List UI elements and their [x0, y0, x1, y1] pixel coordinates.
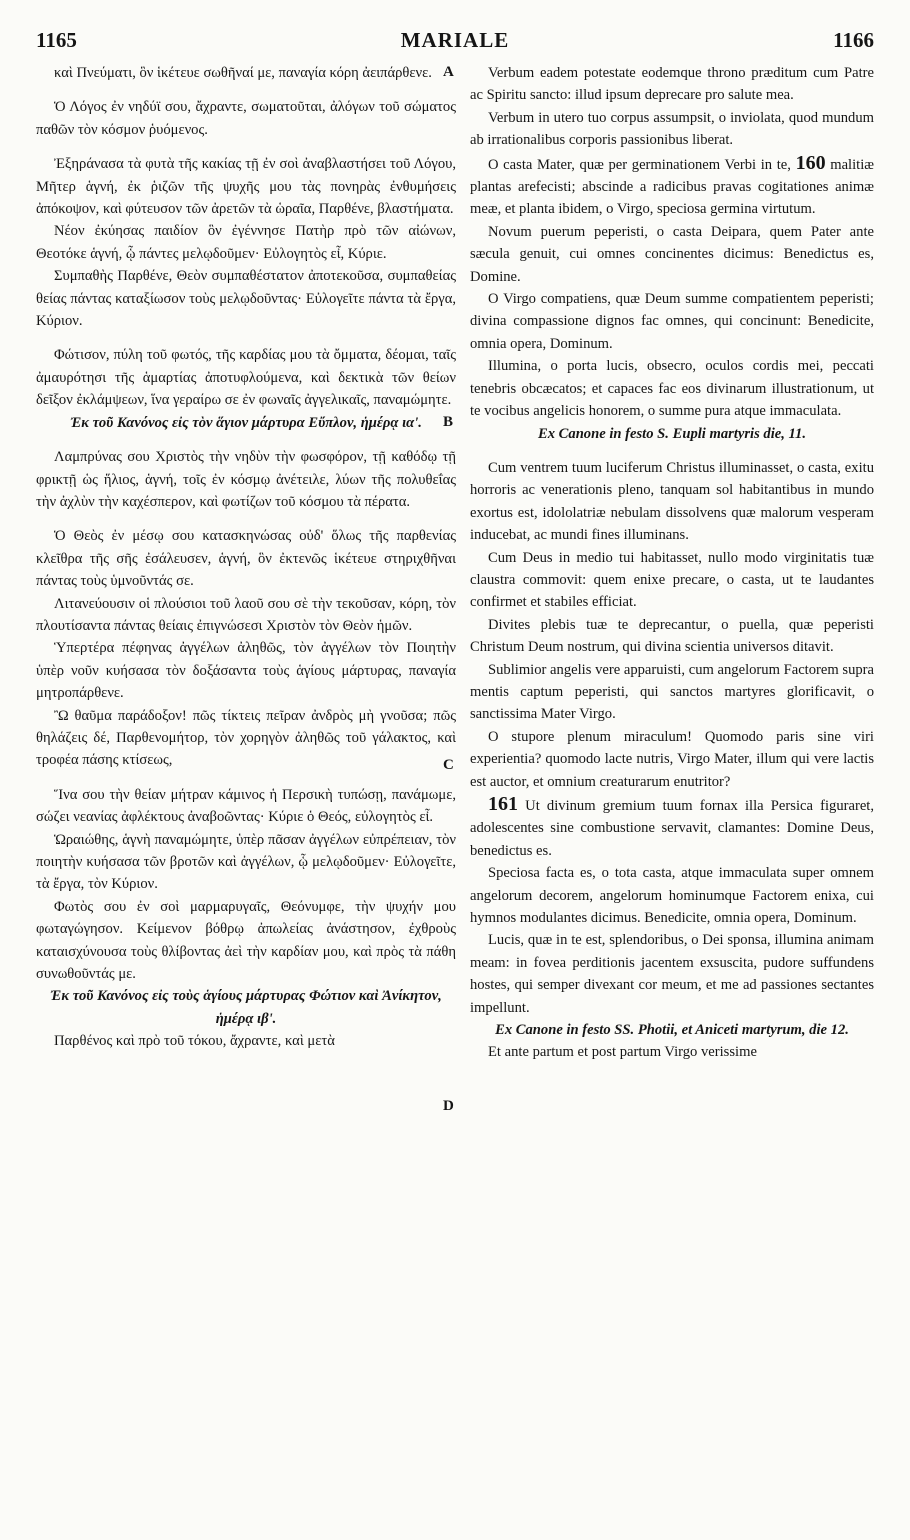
greek-paragraph: Ὢ θαῦμα παράδοξον! πῶς τίκτεις πεῖραν ἀνδρὸς μὴ γνοῦσα; πῶς θηλάζεις δέ, Παρθενομήτορ, τὸν χορηγὸν ἀληθῶς τοῦ γάλακτος, καὶ τροφέα πάσης κτίσεως,: [36, 707, 456, 769]
greek-paragraph: Νέον ἐκύησας παιδίον ὃν ἐγέννησε Πατὴρ πρὸ τῶν αἰώνων, Θεοτόκε ἁγνή, ᾧ πάντες μελῳδοῦμεν· Εὐλογητὸς εἶ, Κύριε.: [36, 223, 456, 262]
column-number: 161: [488, 793, 518, 815]
greek-paragraph: Ὁ Λόγος ἐν νηδύϊ σου, ἄχραντε, σωματοῦται, ἀλόγων τοῦ σώματος παθῶν τὸν κόσμον ῥυόμενος.: [36, 99, 456, 138]
greek-paragraph: Ἵνα σου τὴν θείαν μήτραν κάμινος ἡ Περσικὴ τυπώσῃ, πανάμωμε, σώζει νεανίας ἀφλέκτους ἀναβοῶντας· Κύριε ὁ Θεός, εὐλογητὸς εἶ.: [36, 786, 456, 826]
latin-paragraph: O Virgo compatiens, quæ Deum summe compatientem peperisti; divina compassione dignos fac omnes, qui concinunt: Benedicite, omnia opera, Dominum.: [470, 291, 874, 352]
latin-paragraph: Novum puerum peperisti, o casta Deipara, quem Pater ante sæcula genuit, cui omnes concinentes dicimus: Benedictus es, Domine.: [470, 223, 874, 285]
latin-paragraph: O stupore plenum miraculum! Quomodo paris sine viri experientia? quomodo lacte nutris, Virgo Mater, illum qui vere lactis est auctor, et omnium creaturarum enutritor?: [470, 728, 874, 790]
paragraph-gap: [36, 141, 456, 153]
paragraph-gap: [36, 772, 456, 784]
margin-letter-b: B: [443, 414, 454, 430]
paragraph-gap: [470, 445, 874, 457]
latin-paragraph: Cum ventrem tuum luciferum Christus illuminasset, o casta, exitu horroris ac venerationis pleno, tanquam sol habitantibus in mundo exortus est, idololatriæ nebulam dissolvens quæ malorum vesperam inducebat, ac mundi fines illuminans.: [470, 459, 874, 544]
greek-column: [36, 62, 456, 1053]
column-number: 160: [795, 151, 826, 174]
greek-paragraph: Παρθένος καὶ πρὸ τοῦ τόκου, ἄχραντε, καὶ μετὰ: [54, 1033, 335, 1050]
greek-paragraph: Ὡραιώθης, ἁγνὴ παναμώμητε, ὑπὲρ πᾶσαν ἀγγέλων εὐπρέπειαν, τὸν ποιητὴν κυήσασα τῶν βροτῶν καὶ ἀγγέλων, ᾧ μελῳδοῦμεν· Εὐλογεῖτε, τὰ ἔργα, τὸν Κύριον.: [36, 831, 456, 893]
latin-column: [470, 62, 874, 1064]
latin-paragraph: Verbum in utero tuo corpus assumpsit, o inviolata, quod mundum ab irrationalibus corporis passionibus liberat.: [470, 109, 874, 149]
greek-section-heading: Ἐκ τοῦ Κανόνος εἰς τὸν ἅγιον μάρτυρα Εὔπλον, ἡμέρᾳ ια'.: [70, 414, 422, 431]
paragraph-gap: [36, 332, 456, 344]
latin-section-heading: Ex Canone in festo S. Eupli martyris die, 11.: [537, 425, 806, 442]
running-header: [36, 28, 874, 58]
greek-paragraph: Ἐξηράνασα τὰ φυτὰ τῆς κακίας τῇ ἐν σοὶ ἀναβλαστήσει τοῦ Λόγου, Μῆτερ ἁγνή, ἐκ ῥιζῶν τῆς ψυχῆς μου τὰς πονηρὰς ἐνθυμήσεις ἀπόκοψον, καὶ φύτευσον τῶν ἀρετῶν τὰ ὡραῖα, Παρθένε, βλαστήματα.: [36, 156, 456, 218]
greek-section-heading: Ἐκ τοῦ Κανόνος εἰς τοὺς ἁγίους μάρτυρας Φώτιον καὶ Ἀνίκητον, ἡμέρᾳ ιβ'.: [50, 988, 442, 1027]
latin-paragraph: Speciosa facta es, o tota casta, atque immaculata super omnem angelorum decorem, angelorum hominumque Factorem enixa, cui hymnos modulantes dicimus. Benedicite, omnia opera, Dominum.: [470, 865, 874, 927]
paragraph-gap: [36, 513, 456, 525]
paragraph-gap: [36, 434, 456, 446]
greek-paragraph: Ὁ Θεὸς ἐν μέσῳ σου κατασκηνώσας οὐδ' ὅλως τῆς παρθενίας κλεῖθρα τῆς σῆς ἐσάλευσεν, ἁγνή, ὃν ἐκτενῶς ἱκέτευε στηριχθῆναι πάντας τοὺς ὑμνοῦντάς σε.: [36, 528, 456, 590]
latin-paragraph: Divites plebis tuæ te deprecantur, o puella, quæ peperisti Christum Deum nostrum, qui divina scientia universos ditavit.: [470, 616, 874, 656]
right-page-number: 1166: [833, 28, 874, 52]
latin-paragraph: Cum Deus in medio tui habitasset, nullo modo virginitatis tuæ claustra commovit: quem enixe precare, o casta, ut te laudantes confirmet et stabiles efficiat.: [470, 549, 874, 611]
latin-paragraph: 161 Ut divinum gremium tuum fornax illa Persica figuraret, adolescentes sine combustione servavit, clamantes: Domine Deus, benedictus es.: [470, 793, 874, 859]
latin-paragraph: Verbum eadem potestate eodemque throno præditum cum Patre ac Spiritu sancto: illud ipsum deprecare pro salute mea.: [470, 65, 874, 104]
margin-letter-d: D: [443, 1098, 454, 1114]
latin-paragraph: Illumina, o porta lucis, obsecro, oculos cordis mei, peccati tenebris obcæcatos; et capaces fac eos divinarum illustrationum, ut te vocibus angelicis honorem, o summe pura atque immaculata.: [470, 358, 874, 420]
greek-paragraph: Φώτισον, πύλη τοῦ φωτός, τῆς καρδίας μου τὰ ὄμματα, δέομαι, ταῖς ἀμαυρότησι τῆς ἁμαρτίας ἀποτυφλούμενα, καὶ δεκτικὰ τῶν θείων δεῖξον ἐκλάμψεων, ἵνα γεραίρω σε ἐν φωναῖς ἀγγελικαῖς, παναμώμητε.: [36, 347, 456, 409]
greek-paragraph: καὶ Πνεύματι, ὃν ἱκέτευε σωθῆναί με, παναγία κόρη ἀειπάρθενε.: [54, 65, 432, 81]
margin-letter-a: A: [443, 64, 454, 80]
greek-paragraph: Φωτὸς σου ἐν σοὶ μαρμαρυγαῖς, Θεόνυμφε, τὴν ψυχήν μου φωταγώγησον. Κείμενον βόθρῳ ἀπωλείας ἀνάστησον, ἐχθροὺς καταισχύνουσα τοὺς θλίβοντας ἀεὶ τὴν καρδίαν μου, καὶ πρὸς τὰ πάθη συνωθοῦντάς με.: [36, 898, 456, 983]
latin-section-heading: Ex Canone in festo SS. Photii, et Aniceti martyrum, die 12.: [495, 1022, 849, 1039]
margin-letter-c: C: [443, 757, 454, 773]
latin-paragraph: Et ante partum et post partum Virgo verissime: [488, 1044, 757, 1061]
latin-paragraph: O casta Mater, quæ per germinationem Verbi in te, 160 malitiæ plantas arefecisti; abscinde a radicibus pravas cogitationes animæ meæ, et planta ibidem, o Virgo, speciosa germina virtutum.: [470, 151, 874, 218]
running-title: MARIALE: [400, 28, 510, 52]
left-page-number: 1165: [36, 28, 77, 52]
greek-paragraph: Λιτανεύουσιν οἱ πλούσιοι τοῦ λαοῦ σου σὲ τὴν τεκοῦσαν, κόρη, τὸν πλουτίσαντα πάντας θείαις ἐπιγνώσεσι Χριστὸν τὸν Θεὸν ἡμῶν.: [36, 595, 456, 634]
latin-paragraph: Sublimior angelis vere apparuisti, cum angelorum Factorem supra mentis captum peperisti, qui sanctos martyres glorificavit, o sanctissima Mater Virgo.: [470, 661, 874, 723]
latin-paragraph: Lucis, quæ in te est, splendoribus, o Dei sponsa, illumina animam meam: in fovea perditionis jacentem exsuscita, pudore suffundens hostes, qui semper divexant cor meum, et me ad passiones sectantes impellunt.: [470, 932, 874, 1016]
greek-paragraph: Λαμπρύνας σου Χριστὸς τὴν νηδὺν τὴν φωσφόρον, τῇ καθόδῳ τῇ φρικτῇ ὡς ἥλιος, ἁγνή, τοῖς ἐν κόσμῳ ἀνέτειλε, λύων τῆς πολυθεΐας τὴν ἀχλὺν τὴν καχέσπερον, καὶ φωτίζων τοῦ κόσμου τὰ πέρατα.: [36, 449, 456, 510]
paragraph-gap: [36, 84, 456, 96]
greek-paragraph: Ὑπερτέρα πέφηνας ἀγγέλων ἀληθῶς, τὸν ἀγγέλων τὸν Ποιητὴν ὑπὲρ νοῦν κυήσασα τὸν δοξάσαντα τοὺς ἁγίους μάρτυρας, παναγία μητροπάρθενε.: [36, 640, 456, 702]
greek-paragraph: Συμπαθὴς Παρθένε, Θεὸν συμπαθέστατον ἀποτεκοῦσα, συμπαθείας θείας πάντας καταξίωσον τοὺς μελῳδοῦντας· Εὐλογεῖτε πάντα τὰ ἔργα, Κύριον.: [36, 268, 456, 330]
